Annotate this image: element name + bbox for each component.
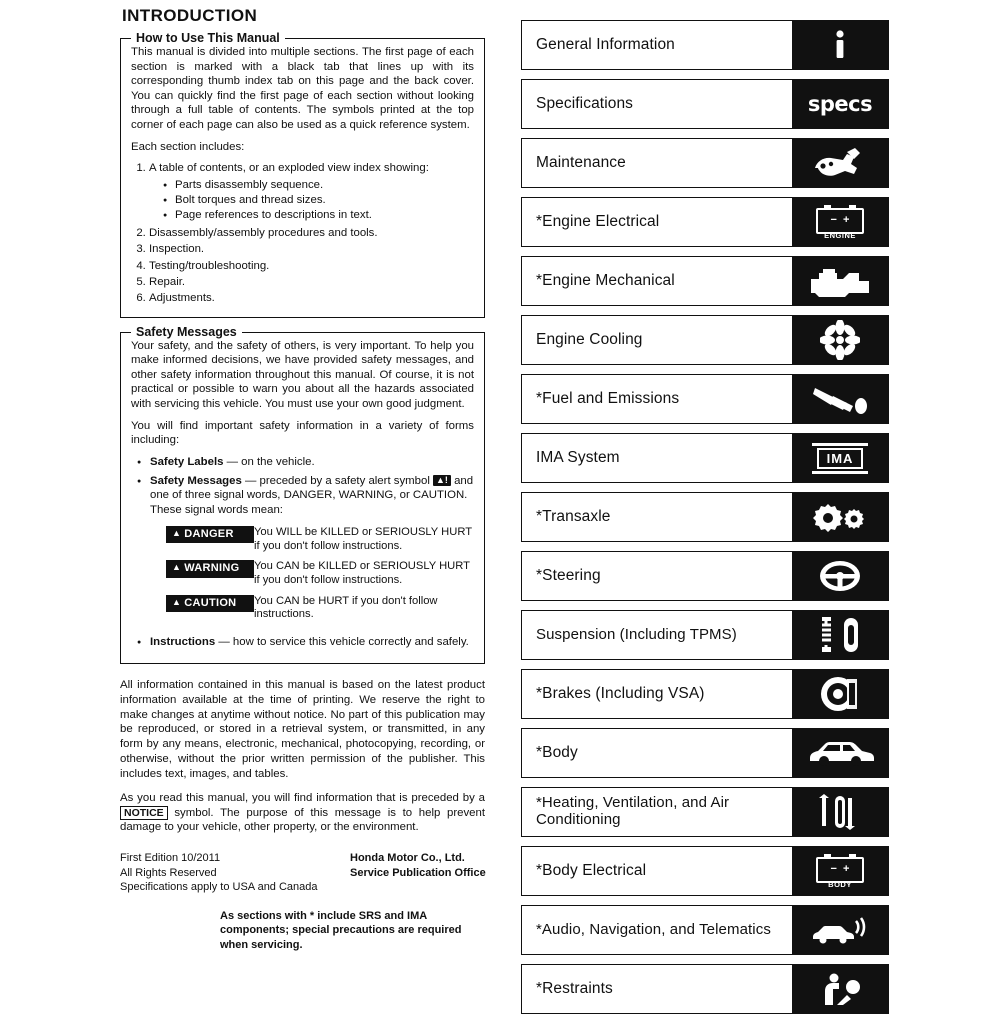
- list-item: 3. Inspection.: [149, 242, 474, 257]
- danger-meaning: You WILL be KILLED or SERIOUSLY HURT if you don't follow instructions.: [254, 526, 472, 552]
- warning-triangle-icon: ▲: [172, 528, 182, 539]
- thumb-tab-maintenance[interactable]: [521, 138, 889, 188]
- wrench-hand-icon: [792, 139, 888, 187]
- battery-symbols: − +: [830, 862, 850, 875]
- specs-icon-text: specs: [807, 92, 873, 116]
- warning-triangle-icon: ▲: [172, 596, 182, 607]
- safety-messages-item: [137, 474, 474, 629]
- airbag-seat-icon: [792, 965, 888, 1013]
- list-item: 5. Repair.: [149, 275, 474, 290]
- ima-icon-label: IMA: [817, 448, 864, 469]
- notice-text-a: As you read this manual, you will find information that is preceded by a: [120, 791, 485, 804]
- thumb-tab-label: *Transaxle: [536, 508, 611, 526]
- thumb-index: [521, 20, 889, 1023]
- status-badge-caution: [166, 595, 254, 612]
- instructions-text: — how to service this vehicle correctly and safely.: [215, 636, 469, 649]
- thumb-tab-general-information[interactable]: [521, 20, 889, 70]
- steering-wheel-icon: [792, 552, 888, 600]
- navigation-car-icon: [792, 906, 888, 954]
- warning-word: WARNING: [184, 562, 240, 575]
- thumb-tab-ima-system[interactable]: [521, 433, 889, 483]
- list-item: 1. A table of contents, or an exploded view index showing:: [149, 161, 474, 176]
- safety-messages-text-a: — preceded by a safety alert symbol: [241, 474, 434, 487]
- notice-badge: NOTICE: [120, 806, 168, 820]
- legal-paragraph-2: [120, 791, 485, 835]
- publisher-name: Honda Motor Co., Ltd.: [350, 852, 465, 865]
- status-badge-danger: [166, 526, 254, 543]
- imprint: [120, 851, 485, 895]
- safety-paragraph-2: You will find important safety information in a variety of forms including:: [131, 419, 474, 447]
- thumb-tab-label: *Heating, Ventilation, and Air Conditioning: [536, 794, 730, 828]
- legal-paragraph-1: All information contained in this manual is based on the latest product information available at the time of printing. We reserve the right to make changes at anytime without notice. No part of this publication may be reproduced, or stored in a retrieval system, or transmitted, in any form by any means, electronic, mechanical, photocopying, recording, or otherwise, without the prior written permission of the publisher. This includes text, images, and tables.: [120, 678, 485, 780]
- thumb-tab-label: *Engine Mechanical: [536, 272, 675, 290]
- thumb-tab-brakes[interactable]: [521, 669, 889, 719]
- battery-shape: [816, 857, 864, 883]
- battery-icon-label: ENGINE: [824, 231, 856, 240]
- ima-module-shape: [812, 443, 868, 474]
- thumb-tab-audio-navigation-telematics[interactable]: [521, 905, 889, 955]
- thumb-tab-fuel-and-emissions[interactable]: [521, 374, 889, 424]
- thumb-tab-engine-electrical[interactable]: [521, 197, 889, 247]
- warning-triangle-icon: ▲: [172, 562, 182, 573]
- table-row: [166, 595, 474, 629]
- list-item: 6. Adjustments.: [149, 291, 474, 306]
- publisher-office: Service Publication Office: [350, 866, 486, 879]
- battery-icon-label: BODY: [828, 880, 852, 889]
- how-to-list: [131, 161, 474, 307]
- safety-labels-text: — on the vehicle.: [223, 455, 315, 468]
- list-item: ● Page references to descriptions in text.: [163, 208, 474, 223]
- thumb-tab-label: *Brakes (Including VSA): [536, 685, 705, 703]
- thumb-tab-label: *Body: [536, 744, 578, 762]
- car-body-icon: [792, 729, 888, 777]
- thumb-tab-body-electrical[interactable]: [521, 846, 889, 896]
- warning-meaning: You CAN be KILLED or SERIOUSLY HURT if you don't follow instructions.: [254, 560, 470, 587]
- how-to-intro: This manual is divided into multiple sections. The first page of each section is marked with a black tab that lines up with its corresponding thumb index tab on this page and the back cover. You can quickly find the first page of each section without looking through a full table of contents. The symbols printed at the top corner of each page can also be used as a quick reference system.: [131, 46, 474, 131]
- thumb-tab-label: *Engine Electrical: [536, 213, 660, 231]
- notice-text-b: symbol. The purpose of this message is to help prevent damage to your vehicle, other property, or the environment.: [120, 806, 485, 834]
- instructions-term: Instructions: [150, 636, 216, 649]
- thumb-tab-body[interactable]: [521, 728, 889, 778]
- how-to-use-box: [120, 31, 485, 318]
- thumb-tab-label: Maintenance: [536, 154, 626, 172]
- imprint-edition: First Edition 10/2011: [120, 852, 221, 865]
- signal-words-table: [166, 526, 474, 629]
- status-badge-warning: [166, 560, 254, 577]
- hvac-thermometer-icon: [792, 788, 888, 836]
- thumb-tab-engine-cooling[interactable]: [521, 315, 889, 365]
- left-column: [120, 6, 485, 952]
- page-title: INTRODUCTION: [122, 6, 258, 25]
- info-icon: [792, 21, 888, 69]
- thumb-tab-label: Specifications: [536, 95, 634, 113]
- caution-word: CAUTION: [184, 596, 237, 609]
- battery-body-icon: [792, 847, 888, 895]
- battery-engine-icon: [792, 198, 888, 246]
- table-row: [166, 526, 474, 560]
- ima-bottom-bar: [812, 471, 868, 474]
- safety-messages-term: Safety Messages: [150, 474, 242, 487]
- thumb-tab-engine-mechanical[interactable]: [521, 256, 889, 306]
- thumb-tab-label: *Restraints: [536, 980, 613, 998]
- engine-block-icon: [792, 257, 888, 305]
- safety-messages-box: [120, 324, 485, 664]
- brake-disc-icon: [792, 670, 888, 718]
- shock-absorber-icon: [792, 611, 888, 659]
- thumb-tab-steering[interactable]: [521, 551, 889, 601]
- thumb-tab-label: General Information: [536, 36, 675, 54]
- how-to-use-legend: How to Use This Manual: [131, 31, 285, 45]
- legal-text: [120, 678, 485, 835]
- thumb-tab-label: *Audio, Navigation, and Telematics: [536, 920, 771, 938]
- gears-icon: [792, 493, 888, 541]
- thumb-tab-label: *Body Electrical: [536, 862, 647, 880]
- fan-icon: [792, 316, 888, 364]
- list-item: ● Bolt torques and thread sizes.: [163, 193, 474, 208]
- danger-word: DANGER: [184, 528, 234, 541]
- fuel-injector-icon: [792, 375, 888, 423]
- safety-labels-item: [137, 455, 474, 470]
- table-row: [166, 560, 474, 594]
- warning-badge-cell: [166, 560, 254, 594]
- safety-labels-term: Safety Labels: [150, 455, 224, 468]
- thumb-tab-hvac[interactable]: [521, 787, 889, 837]
- how-to-sublist: [149, 178, 474, 224]
- srs-footnote: As sections with * include SRS and IMA components; special precautions are required when servicing.: [220, 910, 462, 951]
- specs-text-icon: [792, 80, 888, 128]
- thumb-tab-restraints[interactable]: [521, 964, 889, 1014]
- safety-messages-legend: Safety Messages: [131, 325, 242, 339]
- thumb-tab-suspension[interactable]: [521, 610, 889, 660]
- thumb-tab-label: Suspension (Including TPMS): [536, 625, 737, 643]
- thumb-tab-label: Engine Cooling: [536, 331, 643, 349]
- thumb-tab-transaxle[interactable]: [521, 492, 889, 542]
- caution-badge-cell: [166, 595, 254, 629]
- imprint-rights: All Rights Reserved: [120, 866, 217, 879]
- each-section-label: Each section includes:: [131, 140, 245, 153]
- ima-module-icon: [792, 434, 888, 482]
- imprint-specs: Specifications apply to USA and Canada: [120, 881, 318, 894]
- caution-meaning: You CAN be HURT if you don't follow instructions.: [254, 594, 438, 621]
- safety-forms-list: [131, 455, 474, 650]
- ima-top-bar: [812, 443, 868, 446]
- battery-symbols: − +: [830, 213, 850, 226]
- thumb-tab-label: *Fuel and Emissions: [536, 390, 680, 408]
- thumb-tab-specifications[interactable]: [521, 79, 889, 129]
- battery-shape: [816, 208, 864, 234]
- safety-alert-icon: ▲!: [433, 475, 451, 487]
- list-item: ● Parts disassembly sequence.: [163, 178, 474, 193]
- list-item: 4. Testing/troubleshooting.: [149, 259, 474, 274]
- danger-badge-cell: [166, 526, 254, 560]
- safety-paragraph-1: Your safety, and the safety of others, is very important. To help you make informed decisions, we have provided safety messages, and other safety information throughout this manual. Of course, it is not practical or possible to warn you about all the hazards associated with servicing this vehicle. You must use your own good judgment.: [131, 339, 474, 411]
- thumb-tab-label: IMA System: [536, 449, 620, 467]
- list-item: 2. Disassembly/assembly procedures and tools.: [149, 226, 474, 241]
- instructions-item: [137, 635, 474, 650]
- thumb-tab-label: *Steering: [536, 567, 601, 585]
- safety-messages-text-b: and one of three signal words, DANGER, WARNING, or CAUTION. These signal words mean:: [150, 474, 474, 517]
